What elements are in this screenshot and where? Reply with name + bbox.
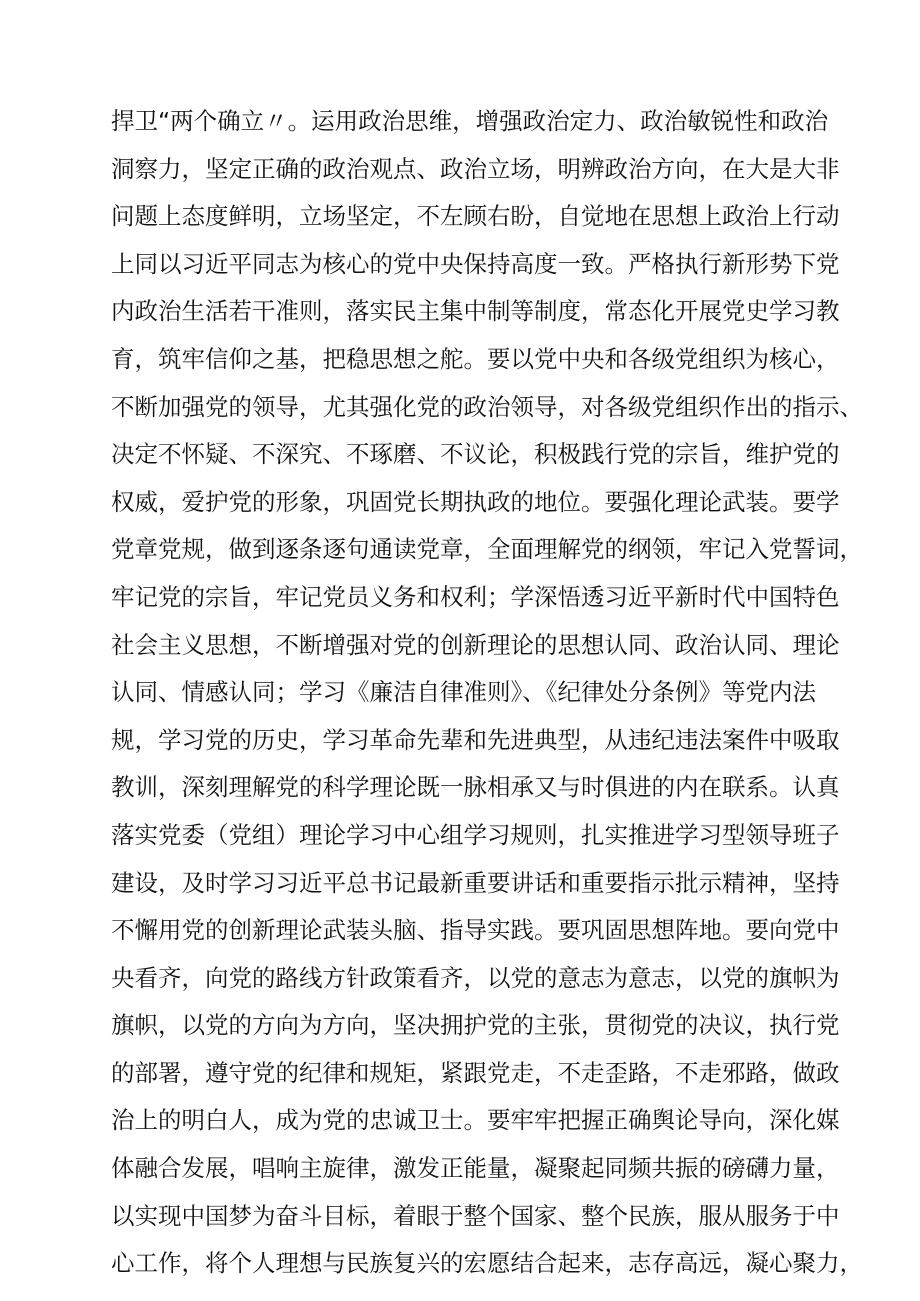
text-line: 认同、情感认同；学习《廉洁自律准则》、《纪律处分条例》等党内法	[111, 678, 816, 707]
text-line: 教训，深刻理解党的科学理论既一脉相承又与时俱进的内在联系。认真	[111, 773, 840, 802]
text-line: 央看齐，向党的路线方针政策看齐，以党的意志为意志，以党的旗帜为	[111, 963, 840, 992]
text-line: 问题上态度鲜明，立场坚定，不左顾右盼，自觉地在思想上政治上行动	[111, 202, 840, 231]
text-line: 育，筑牢信仰之基，把稳思想之舵。要以党中央和各级党组织为核心，	[111, 344, 840, 373]
body-text	[111, 98, 863, 1288]
text-line: 决定不怀疑、不深究、不琢磨、不议论，积极践行党的宗旨，维护党的	[111, 440, 840, 469]
text-line: 心工作，将个人理想与民族复兴的宏愿结合起来，志存高远，凝心聚力，	[111, 1249, 863, 1278]
text-line: 党章党规，做到逐条逐句通读党章，全面理解党的纲领，牢记入党誓词，	[111, 535, 863, 564]
text-line: 权威，爱护党的形象，巩固党长期执政的地位。要强化理论武装。要学	[111, 487, 840, 516]
text-line: 捍卫“两个确立〃。运用政治思维，增强政治定力、政治敏锐性和政治	[111, 107, 829, 135]
text-line: 旗帜，以党的方向为方向，坚决拥护党的主张，贯彻党的决议，执行党	[111, 1011, 840, 1040]
text-line: 社会主义思想，不断增强对党的创新理论的思想认同、政治认同、理论	[111, 630, 840, 659]
text-line: 治上的明白人，成为党的忠诚卫士。要牢牢把握正确舆论导向，深化媒	[111, 1106, 840, 1135]
text-line: 不懈用党的创新理论武装头脑、指导实践。要巩固思想阵地。要向党中	[111, 916, 840, 945]
text-line: 牢记党的宗旨，牢记党员义务和权利；学深悟透习近平新时代中国特色	[111, 582, 840, 611]
text-line: 洞察力，坚定正确的政治观点、政治立场，明辨政治方向，在大是大非	[111, 154, 840, 183]
text-line: 建设，及时学习习近平总书记最新重要讲话和重要指示批示精神，坚持	[111, 868, 840, 897]
text-line: 落实党委（党组）理论学习中心组学习规则，扎实推进学习型领导班子	[111, 820, 840, 849]
text-line: 的部署，遵守党的纪律和规矩，紧跟党走，不走歪路，不走邪路，做政	[111, 1058, 840, 1087]
text-line: 规，学习党的历史，学习革命先辈和先进典型，从违纪违法案件中吸取	[111, 725, 840, 754]
text-line: 不断加强党的领导，尤其强化党的政治领导，对各级党组织作出的指示、	[111, 392, 863, 421]
text-line: 体融合发展，唱响主旋律，激发正能量，凝聚起同频共振的磅礴力量，	[111, 1154, 840, 1183]
text-line: 内政治生活若干准则，落实民主集中制等制度，常态化开展党史学习教	[111, 297, 840, 326]
text-line: 以实现中国梦为奋斗目标，着眼于整个国家、整个民族，服从服务于中	[111, 1201, 840, 1230]
text-line: 上同以习近平同志为核心的党中央保持高度一致。严格执行新形势下党	[111, 249, 840, 278]
